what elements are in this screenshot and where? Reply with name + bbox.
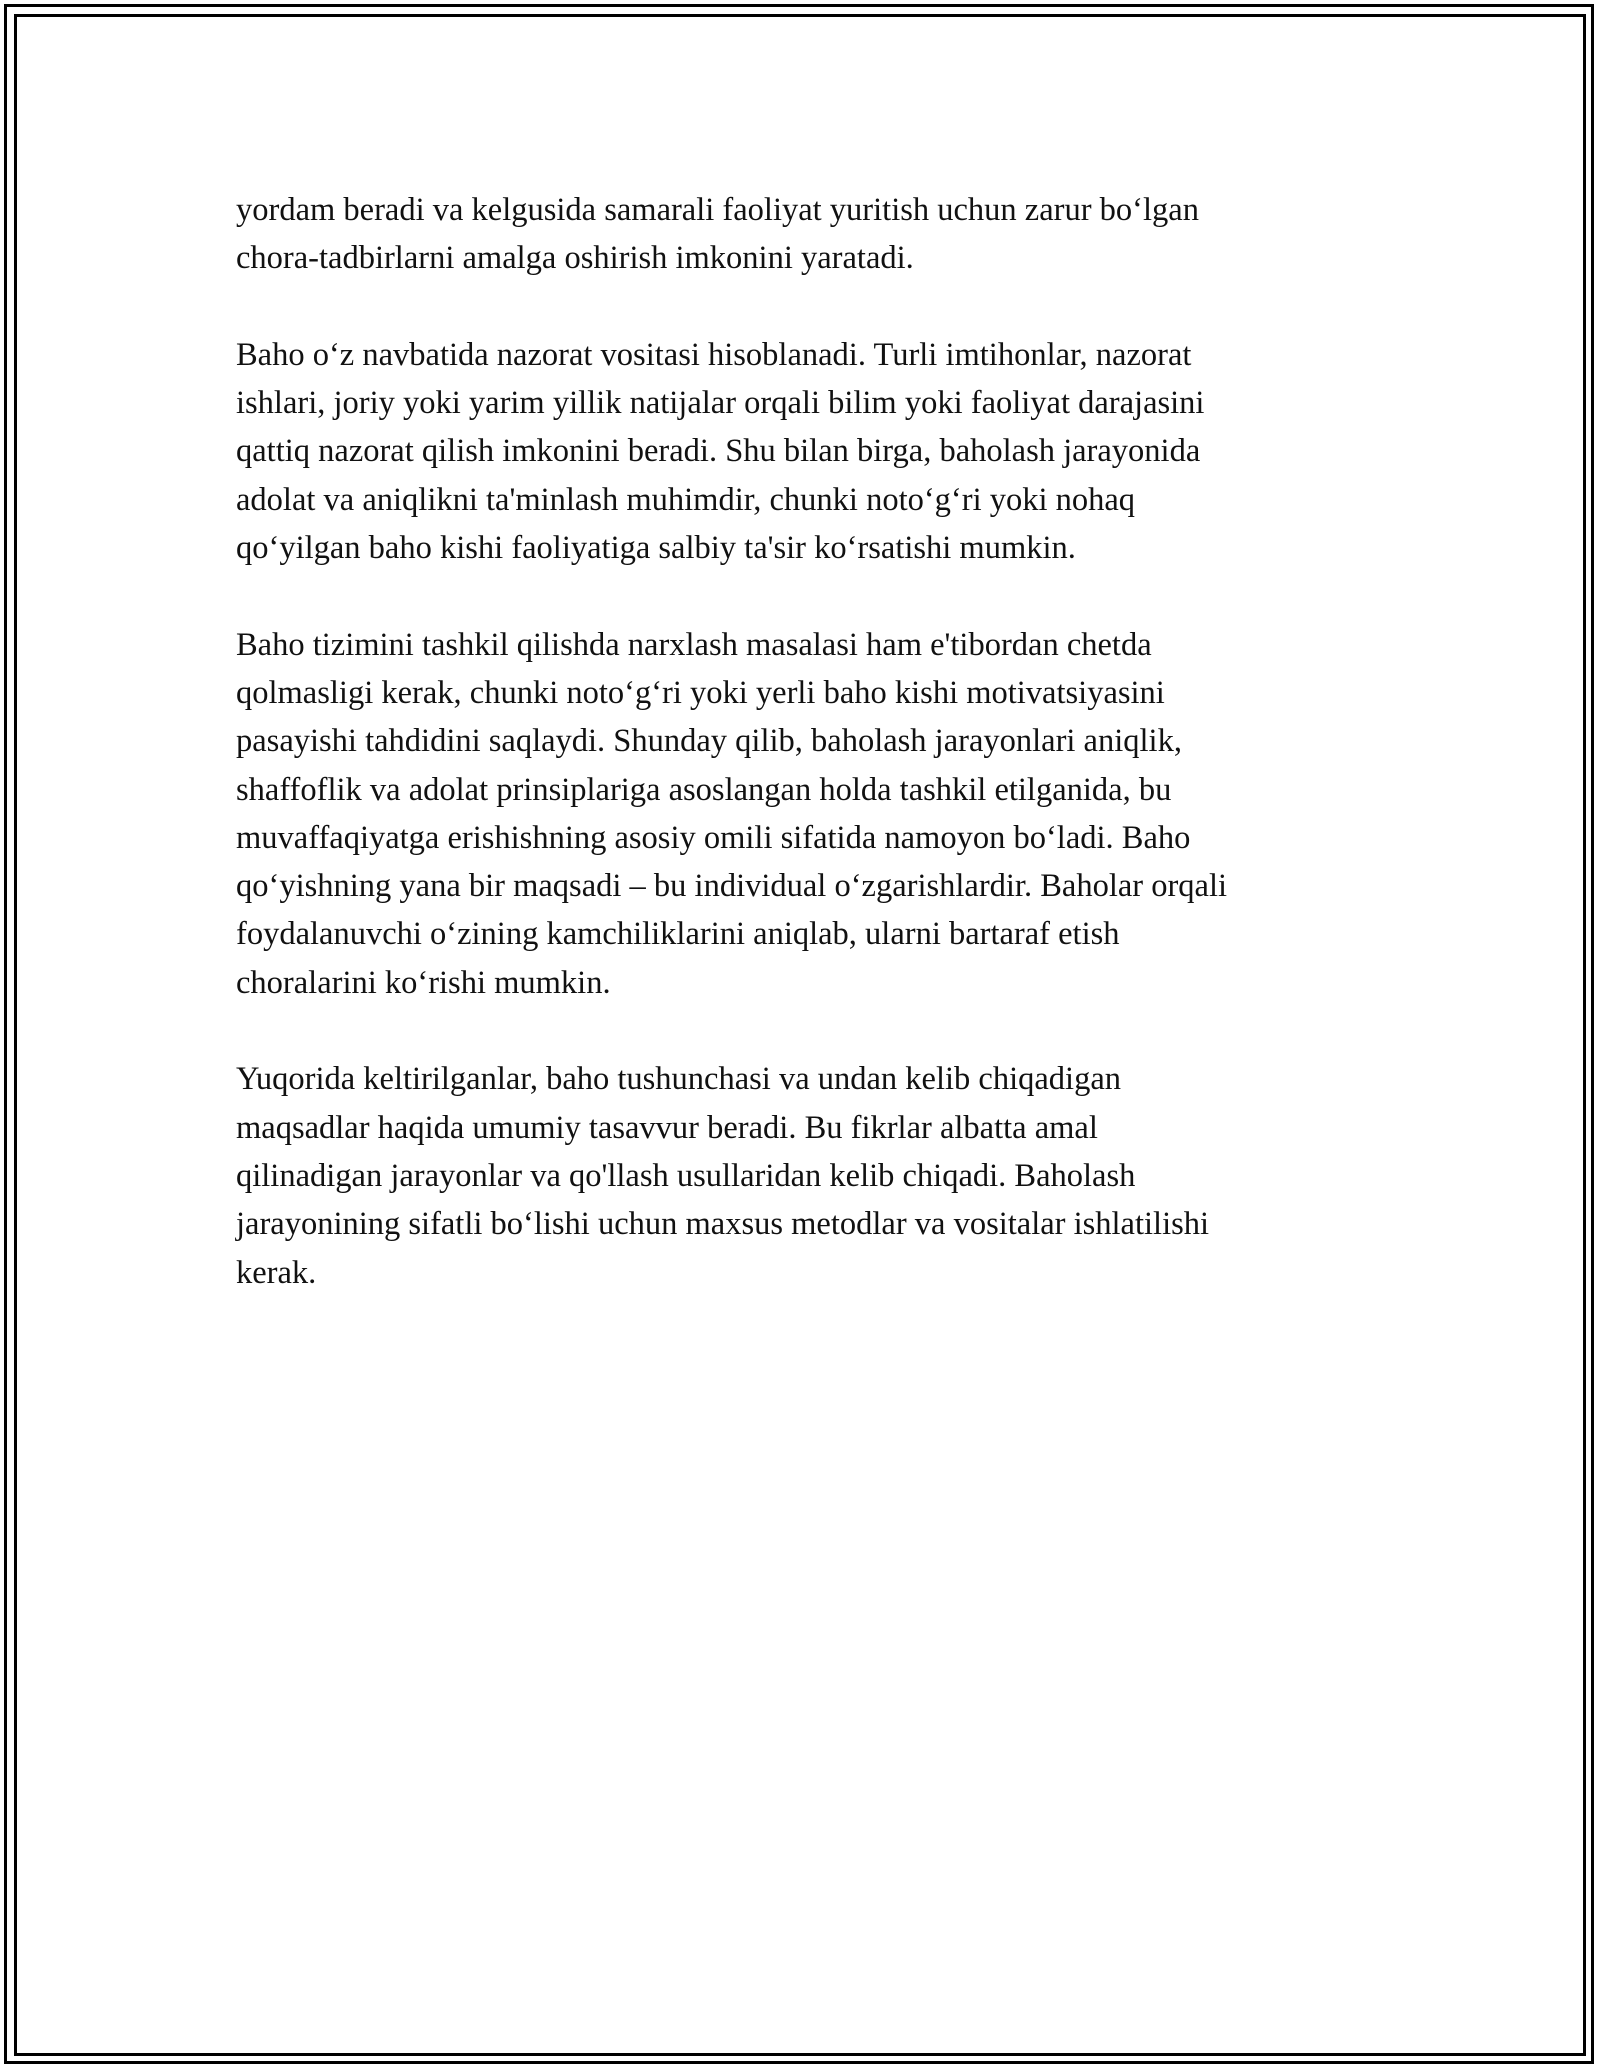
- document-body: [236, 186, 1366, 1345]
- paragraph-3: Baho tizimini tashkil qilishda narxlash masalasi ham e'tibordan chetda qolmasligi kerak, chunki noto‘g‘ri yoki yerli baho kishi motivatsiyasini pasayishi tahdidini saqlaydi. Shunday qilib, baholash jarayonlari aniqlik, shaffoflik va adolat prinsiplariga asoslangan holda tashkil etilganida, bu muvaffaqiyatga erishishning asosiy omili sifatida namoyon bo‘ladi. Baho qo‘yishning yana bir maqsadi – bu individual o‘zgarishlardir. Baholar orqali foydalanuvchi o‘zining kamchiliklarini aniqlab, ularni bartaraf etish choralarini ko‘rishi mumkin.: [236, 626, 1228, 1001]
- paragraph-1: yordam beradi va kelgusida samarali faoliyat yuritish uchun zarur bo‘lgan chora-tadbirlarni amalga oshirish imkonini yaratadi.: [236, 192, 1199, 277]
- paragraph-2: Baho o‘z navbatida nazorat vositasi hisoblanadi. Turli imtihonlar, nazorat ishlari, joriy yoki yarim yillik natijalar orqali bilim yoki faoliyat darajasini qattiq nazorat qilish imkonini beradi. Shu bilan birga, baholash jarayonida adolat va aniqlikni ta'minlash muhimdir, chunki noto‘g‘ri yoki nohaq qo‘yilgan baho kishi faoliyatiga salbiy ta'sir ko‘rsatishi mumkin.: [236, 336, 1205, 567]
- paragraph-4: Yuqorida keltirilganlar, baho tushunchasi va undan kelib chiqadigan maqsadlar haqida umumiy tasavvur beradi. Bu fikrlar albatta amal qilinadigan jarayonlar va qo'llash usullaridan kelib chiqadi. Baholash jarayonining sifatli bo‘lishi uchun maxsus metodlar va vositalar ishlatilishi kerak.: [236, 1061, 1210, 1291]
